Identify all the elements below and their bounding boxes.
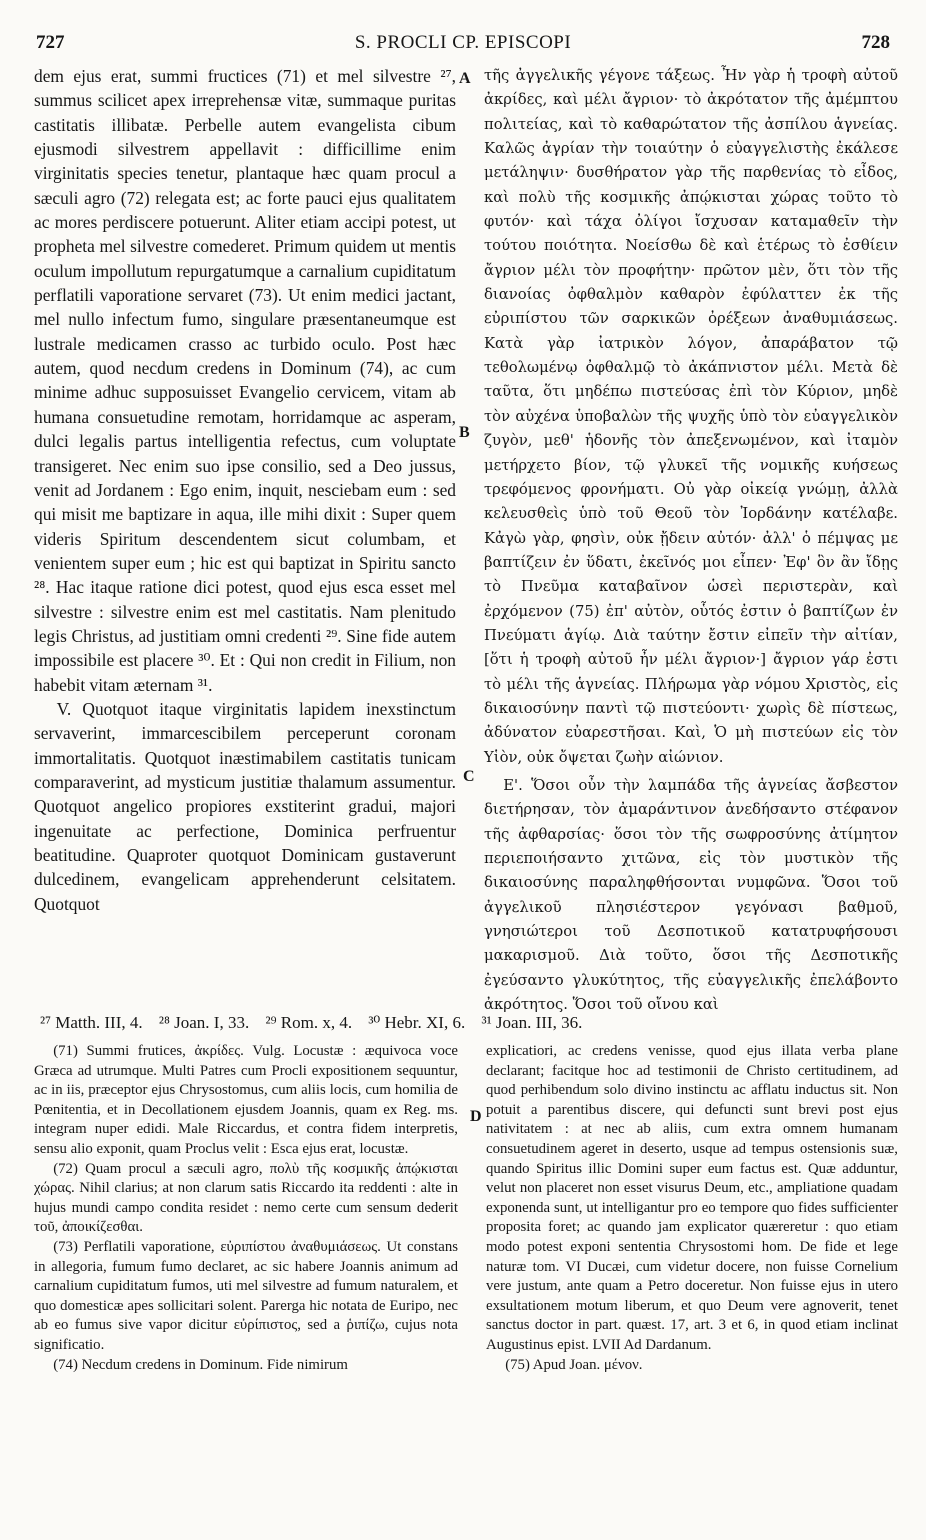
latin-paragraph: V. Quotquot itaque virginitatis lapidem inexstinctum servaverint, immarcescibilem perceperunt coronam immortalitatis. Quotquot inæstimabilem castitatis tunicam comparaverint, ad mysticum justitiæ thalamum assumentur. Quotquot angelico propiores exstiterint gradui, majori ingenuitate ac perfectione, Dominica perfruentur beatitudine. Quaproter quotquot Dominicam gustaverunt dulcedinem, evangelicam apprehenderunt celsitatem. Quotquot [34, 698, 456, 914]
page-number-right: 728 [861, 32, 890, 53]
scripture-references [40, 1013, 900, 1033]
scripture-ref: ³¹ Joan. III, 36. [481, 1013, 583, 1032]
latin-text-column [34, 64, 456, 916]
page-number-left: 727 [36, 32, 65, 53]
margin-marker-c: C [463, 768, 475, 785]
latin-paragraph: dem ejus erat, summi fructices (71) et mel silvestre ²⁷, summus scilicet apex irreprehensæ vitæ, summaque puritas castitatis illibatæ. Perbelle autem evangelista cibum ejusmodi silvestrem appellavit : difficillime enim virginitatis species tenetur, plantaque hæc quam procul a sæculi agro (72) relegata est; ac forte pauci ejus qualitatem ac mores perdiscere potuerunt. Aliter etiam accipi potest, ut propheta mel silvestre comederet. Primum quidem ut mentis oculum impollutum repurgatumque a carnalium cupiditatum perflatili vaporatione servaret (73). Ut enim medici jactant, mel nullo infectum fumo, singulare præsentaneumque est lustrale medicamen crasso ac turbido oculo. Post hæc autem, quod necdum credens in Dominum (74), ac cum minime adhuc supposuisset Evangelio cervicem, vitam ab humana consuetudine remotam, horridamque ac asperam, dulci legalis partus intelligentia refectus, cum voluptate transigeret. Nec enim suo ipse consilio, sed a Deo jussus, venit ad Jordanem : Ego enim, inquit, nesciebam eum : sed qui misit me baptizare in aqua, ille mihi dixit : Super quem videris Spiritum descendentem sicut columbam, et venientem super eum ; hic est qui baptizat in Spiritu sancto ²⁸. Hac itaque ratione dici potest, quod ejus esca esset mel silvestre : silvestre enim est mel castitatis. Nam plenitudo legis Christus, ad justitiam omni credenti ²⁹. Sine fide autem impossibile est placere ³⁰. Et : Qui non credit in Filium, non habebit vitam æternam ³¹. [34, 66, 456, 695]
margin-marker-d: D [470, 1108, 482, 1125]
footnote: (75) Apud Joan. μένον. [505, 1356, 643, 1373]
scripture-ref: ²⁷ Matth. III, 4. [40, 1013, 143, 1032]
margin-marker-b: B [459, 424, 470, 441]
footnote: (74) Necdum credens in Dominum. Fide nimirum [53, 1356, 348, 1373]
running-title: S. PROCLI CP. EPISCOPI [354, 32, 572, 53]
greek-paragraph: Ε'. Ὅσοι οὖν τὴν λαμπάδα τῆς ἁγνείας ἄσβεστον διετήρησαν, τὸν ἀμαράντινον ἀνεδήσαντο στέφανον τῆς ἀφθαρσίας· ὅσοι τὸν τῆς σωφροσύνης ἀτίμητον περιεποιήσαντο χιτῶνα, εἰς τὸν μυστικὸν τῆς δικαιοσύνης παραληφθήσονται νυμφῶνα. Ὅσοι τοῦ ἀγγελικοῦ πλησιέστερον γεγόνασι βαθμοῦ, γνησιώτεροι τοῦ Δεσποτικοῦ κατατρυφήσουσι μακαρισμοῦ. Διὰ τοῦτο, ὅσοι τῆς Δεσποτικῆς ἐγεύσαντο γλυκύτητος, τῆς εὐαγγελικῆς ἐπελάβοντο ἀκρότητος. Ὅσοι τοῦ οἴνου καὶ [484, 776, 898, 1014]
footnote: (71) Summi frutices, ἀκρίδες. Vulg. Locustæ : æquivoca voce Græca ad utrumque. Multi Patres cum Procli expositionem sequuntur, ac in iis, præceptor ejus Chrysostomus, cum aliis locis, cum homilia de Pœnitentia, et in Decollationem ejusdem Joannis, quam ex Reg. ms. integram nuper edidi. Male Riccardus, et contra fidem interpretis, sensu alio exponit, quam Proclus velit : Esca ejus erat, locustæ. [34, 1043, 458, 1157]
scripture-ref: ³⁰ Hebr. XI, 6. [368, 1013, 466, 1032]
footnote: (72) Quam procul a sæculi agro, πολὺ τῆς κοσμικῆς ἀπῴκισται χώρας. Nihil clarius; at non clarum satis Riccardo ita reddenti : alte in hujus mundi campo condita residet : nemo certe cum sensum dederit τοῦ, ἀποικίζεσθαι. [34, 1160, 458, 1236]
margin-marker-a: A [459, 70, 471, 87]
scripture-ref: ²⁸ Joan. I, 33. [158, 1013, 250, 1032]
footnotes-left-column [34, 1042, 458, 1375]
greek-paragraph: τῆς ἀγγελικῆς γέγονε τάξεως. Ἦν γὰρ ἡ τροφὴ αὐτοῦ ἀκρίδες, καὶ μέλι ἄγριον· τὸ ἀκρότατον τῆς ἀμέμπτου πολιτείας, καὶ τὸ καθαρώτατον τῆς ἀσπίλου ἁγνείας. Καλῶς ἀγρίαν τὴν τοιαύτην ὁ εὐαγγελιστὴς ἐκάλεσε μετάληψιν· δυσθήρατον γὰρ τῆς παρθενίας τὸ εἶδος, καὶ πολὺ τῆς κοσμικῆς ἀπῴκισται χώρας τοῦτο τὸ φυτόν· καὶ τάχα ὀλίγοι ἴσχυσαν καταμαθεῖν τὴν τούτου ποιότητα. Νοείσθω δὲ καὶ ἑτέρως τὸ ἐσθίειν ἄγριον μέλι τὸν προφήτην· πρῶτον μὲν, ὅτι τὸν τῆς διανοίας ὀφθαλμὸν καθαρὸν ἐφύλαττεν ἐκ τῆς εὐριπίστου τῶν σαρκικῶν ὀρέξεων ἀναθυμιάσεως. Κατὰ γὰρ ἰατρικὸν λόγον, ἀπαράβατον τῷ τεθολωμένῳ ὀφθαλμῷ τὸ ἀκάπνιστον μέλι. Μετὰ δὲ ταῦτα, ὅτι μηδέπω πιστεύσας ἐπὶ τὸν Κύριον, μηδὲ τὸν αὐχένα ὑποβαλὼν τῆς ψυχῆς ὑπὸ τὸν εὐαγγελικὸν ζυγὸν, μεθ' ἡδονῆς τὸν ἀπεξενωμένον, καὶ ἰταμὸν μετήρχετο βίον, τῷ γλυκεῖ τῆς νομικῆς κυήσεως τρεφόμενος φρονήματι. Οὐ γὰρ οἰκείᾳ γνώμῃ, ἀλλὰ κελευσθεὶς ὑπὸ τοῦ Θεοῦ τὸν Ἰορδάνην κατέλαβε. Κἀγὼ γὰρ, φησὶν, οὐκ ᾔδειν αὐτόν· ἀλλ' ὁ πέμψας με βαπτίζειν ἐν ὕδατι, ἐκεῖνός μοι εἶπεν· Ἐφ' ὃν ἂν ἴδῃς τὸ Πνεῦμα καταβαῖνον ὡσεὶ περιστερὰν, καὶ ἐρχόμενον (75) ἐπ' αὐτὸν, οὗτός ἐστιν ὁ βαπτίζων ἐν Πνεύματι ἁγίῳ. Διὰ ταύτην ἔστιν εἰπεῖν τὴν αἰτίαν, [ὅτι ἡ τροφὴ αὐτοῦ ἦν μέλι ἄγριον·] ἄγριον γάρ ἐστι τὸ μέλι τῆς ἁγνείας. Πλήρωμα γὰρ νόμου Χριστὸς, εἰς δικαιοσύνην παντὶ τῷ πιστεύοντι· χωρὶς δὲ πίστεως, ἀδύνατον εὐαρεστῆσαι. Καὶ, Ὁ μὴ πιστεύων εἰς τὸν Υἱὸν, οὐκ ὄψεται ζωὴν αἰώνιον. [484, 67, 898, 766]
footnote-continuation: explicatiori, ac credens venisse, quod ejus illata verba plane declarant; facitque hoc ad testimonii de Christo certitudinem, ad quod perhibendum solo divino instinctu ac afflatu inductus sit. Non potuit a parentibus discere, qui defuncti sunt brevi post ejus nativitatem : at nec ab aliis, cum extra omnem humanam consuetudinem ageret in deserto, usque ad tempus ostensionis suæ, quando Spiritus illic Domini super eum factus est. Quæ adduntur, velut non placeret non esset visurus Deum, etc., ampliatione quadam exponenda sunt, ut intelligantur pro eo tempore quo fides sufficienter proposita foret; ac quando jam explicator quæreretur : quo etiam modo potest exponi sententia Chrysostomi hom. De fide et lege naturæ tom. VI Ducæi, cum videtur docere, non fuisse Cornelium vere justum, ante quam a Petro doceretur. Non fuisse ejus in utero exsultationem motum liberum, et quo Deum vere agnoverit, tenet sanctus doctor in part. quæst. 17, art. 3 et 6, in quod etiam inclinat Augustinus epist. LVII Ad Dardanum. [486, 1043, 898, 1353]
greek-text-column [484, 64, 898, 1017]
footnotes-right-column [486, 1042, 898, 1375]
footnote: (73) Perflatili vaporatione, εὐριπίστου ἀναθυμιάσεως. Ut constans in allegoria, fumum fumo declaret, ac sic habere Joannis animum ad carnalium cupiditatum fumos, uti mel silvestre ad fumum naturalem, et quo domesticæ apes sollicitari solent. Parerga hic notata de Euripo, nec ab eo fumus sive vapor dicitur εὐρίπιστος, sed a ῥιπίζω, cujus nota significatio. [34, 1238, 458, 1353]
scripture-ref: ²⁹ Rom. x, 4. [265, 1013, 353, 1032]
running-header [0, 32, 926, 58]
